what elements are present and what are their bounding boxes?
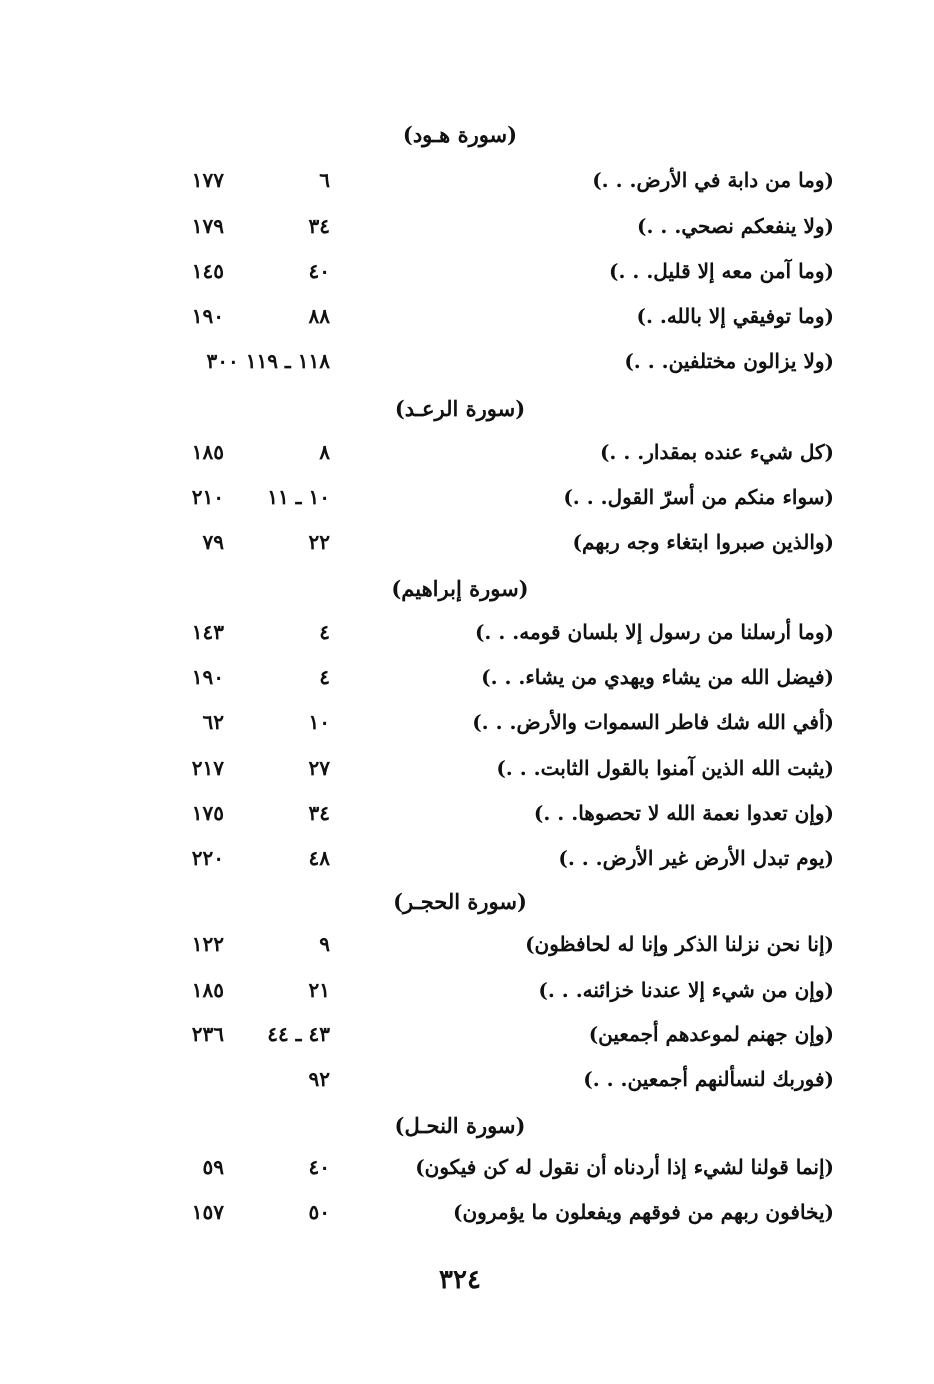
surah-heading-hijr: (سورة الحجـر) [393,889,527,914]
verse-text: (إنما قولنا لشيء إذا أردناه أن نقول له كن فيكون) [415,1155,834,1179]
aya-number: ٨٨ [308,304,330,328]
index-row [0,797,934,829]
verse-text: (وإن من شيء إلا عندنا خزائنه. . .) [538,978,834,1002]
surah-heading-ibrahim: (سورة إبراهيم) [391,576,529,601]
verse-text: (وإن تعدوا نعمة الله لا تحصوها. . .) [533,801,834,825]
surah-heading-hud: (سورة هـود) [402,122,518,147]
aya-number: ٤٣ ـ ٤٤ [267,1022,330,1046]
verse-text: (وما توفيقي إلا بالله. .) [636,304,834,328]
page-ref: ١٤٣ [191,620,224,644]
aya-number: ٢٧ [308,756,330,780]
aya-number: ٤ [319,620,330,644]
verse-text: (ولا ينفعكم نصحي. . .) [637,214,834,238]
index-row [0,164,934,196]
page-ref: ١٨٥ [191,440,224,464]
page-ref: ٢٣٦ [191,1022,224,1046]
page-ref: ١٧٥ [191,801,224,825]
page-ref: ٥٩ [202,1155,224,1179]
page-ref: ١٧٩ [191,214,224,238]
verse-text: (يثبت الله الذين آمنوا بالقول الثابت. . .) [496,756,834,780]
aya-number: ٢٢ [308,530,330,554]
aya-number: ٩ [319,932,330,956]
verse-text: (وما من دابة في الأرض. . .) [592,168,834,192]
page-ref: ١٥٧ [191,1200,224,1224]
aya-number: ٨ [319,440,330,464]
verse-text: (وما أرسلنا من رسول إلا بلسان قومه. . .) [474,620,834,644]
aya-number: ١٠ [308,710,330,734]
verse-text: (يخافون ربهم من فوقهم ويفعلون ما يؤمرون) [453,1200,834,1224]
page-ref: ١٩٠ [191,304,224,328]
verse-text: (إنا نحن نزلنا الذكر وإنا له لحافظون) [525,932,834,956]
aya-number: ٣٤ [308,214,330,238]
index-row [0,974,934,1006]
page-ref: ١٢٢ [191,932,224,956]
verse-text: (والذين صبروا ابتغاء وجه ربهم) [572,530,834,554]
index-row [0,255,934,287]
index-row [0,661,934,693]
aya-number: ٣٤ [308,801,330,825]
page-ref: ٢١٠ [191,485,224,509]
aya-number: ٤٠ [308,259,330,283]
page-ref: ٧٩ [202,530,224,554]
page-ref: ٢٢٠ [191,846,224,870]
verse-text: (فيضل الله من يشاء ويهدي من يشاء. . .) [481,665,834,689]
index-row [0,928,934,960]
verse-text: (يوم تبدل الأرض غير الأرض. . .) [558,846,834,870]
index-row [0,1151,934,1183]
index-row [0,1018,934,1050]
index-row [0,1063,934,1095]
aya-number: ٥٠ [308,1200,330,1224]
index-row [0,1196,934,1228]
verse-text: (ولا يزالون مختلفين. . .) [624,349,834,373]
aya-number: ٦ [319,168,330,192]
aya-number: ٤٨ [308,846,330,870]
aya-number: ٢١ [308,978,330,1002]
surah-heading-rad: (سورة الرعـد) [394,396,526,421]
page-ref: ١٩٠ [191,665,224,689]
page-ref: ٦٢ [202,710,224,734]
index-row [0,752,934,784]
index-row [0,526,934,558]
aya-number: ٤ [319,665,330,689]
page-ref: ١٨٥ [191,978,224,1002]
index-row [0,481,934,513]
surah-heading-nahl: (سورة النحـل) [394,1113,526,1138]
index-row [0,436,934,468]
index-row [0,842,934,874]
aya-number: ١٠ ـ ١١ [267,485,330,509]
index-row [0,345,934,377]
verse-text: (وما آمن معه إلا قليل. . .) [609,259,834,283]
page-number: ٣٢٤ [439,1265,481,1295]
index-row [0,706,934,738]
verse-text: (فوربك لنسألنهم أجمعين. . .) [583,1067,834,1091]
index-row [0,616,934,648]
index-row [0,210,934,242]
verse-text: (سواء منكم من أسرّ القول. . .) [563,485,834,509]
verse-text: (كل شيء عنده بمقدار. . .) [599,440,834,464]
page-ref: ١٧٧ [191,168,224,192]
page-ref: ١١٨ ـ ١١٩ ٣٠٠ [206,349,330,373]
page-ref: ١٤٥ [191,259,224,283]
verse-text: (وإن جهنم لموعدهم أجمعين) [588,1022,834,1046]
page-ref: ٢١٧ [191,756,224,780]
verse-text: (أفي الله شك فاطر السموات والأرض. . .) [472,710,834,734]
aya-number: ٤٠ [308,1155,330,1179]
aya-number: ٩٢ [308,1067,330,1091]
index-row [0,300,934,332]
